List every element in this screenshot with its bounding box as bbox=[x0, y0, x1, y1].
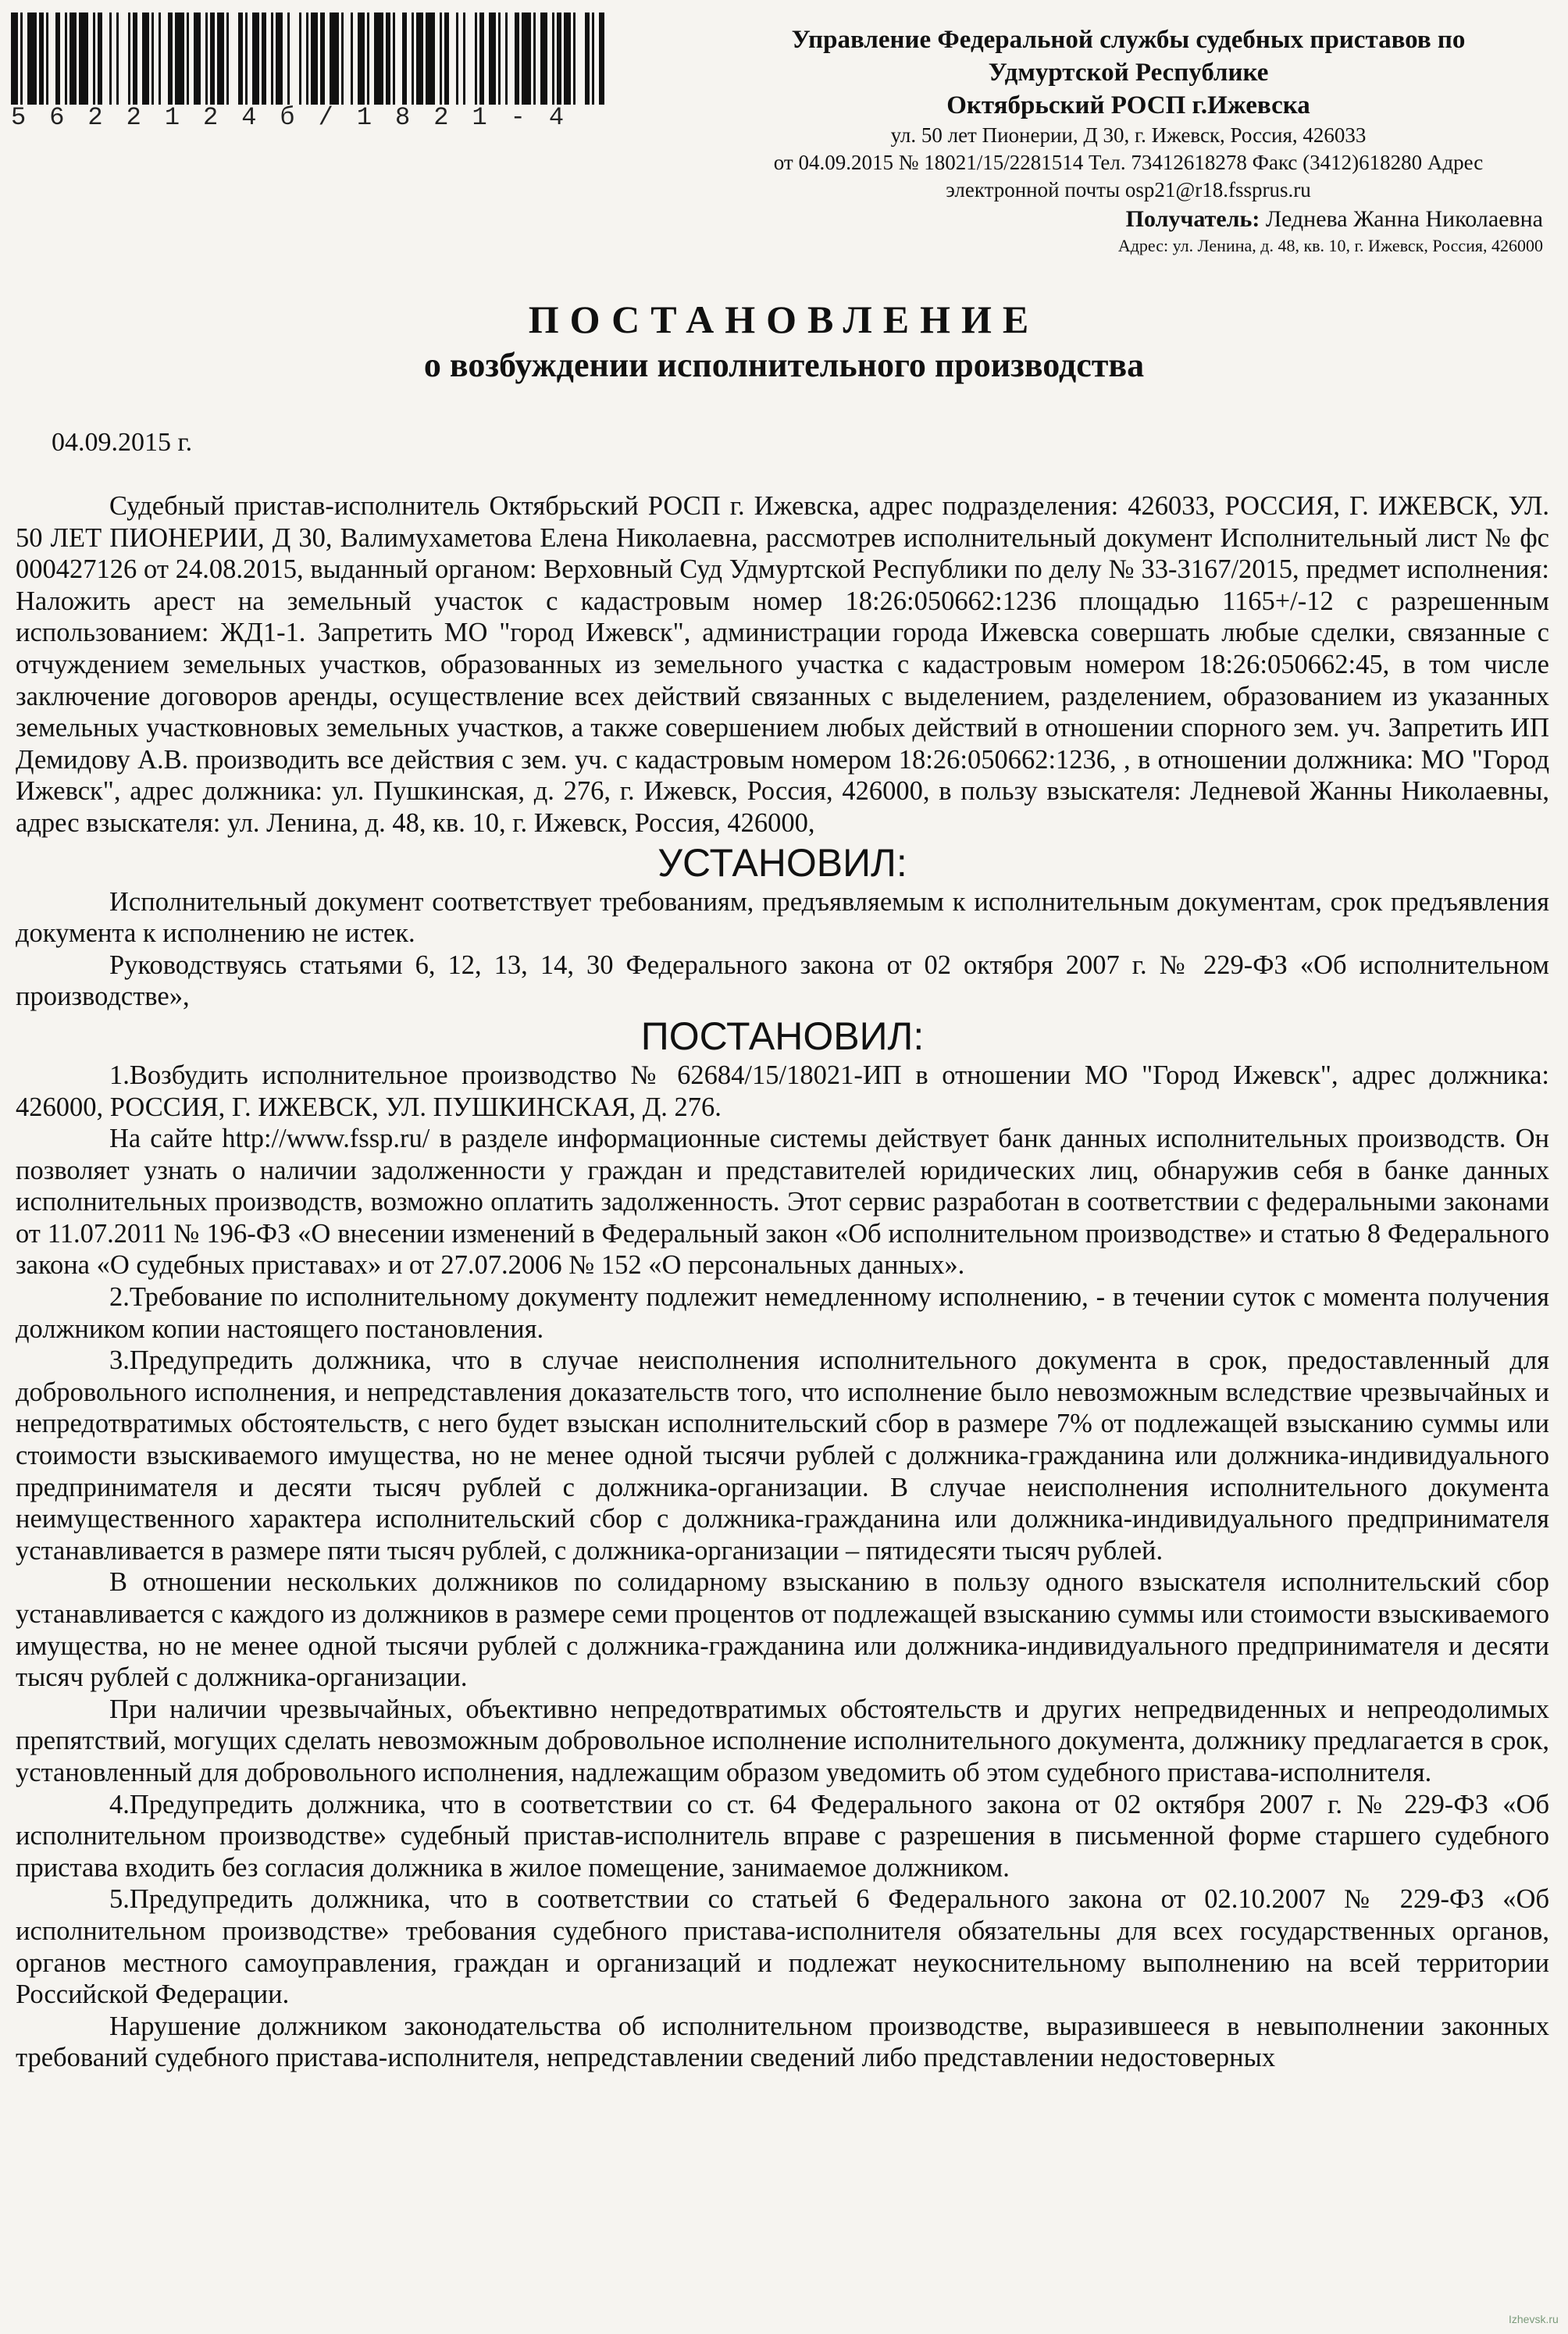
recipient-name: Леднева Жанна Николаевна bbox=[1265, 206, 1543, 232]
issuer-block bbox=[695, 23, 1562, 204]
item-3-joint-debtors: В отношении нескольких должников по солидарному взысканию в пользу одного взыскателя исполнительский сбор устанавливается с каждого из должников в размере семи процентов от подлежащей взысканию суммы или стоимости взыскиваемого имущества, но не менее одной тысячи рублей с должника-гражданина или должника-индивидуального предпринимателя и десяти тысяч рублей с должника-организации. bbox=[16, 1567, 1549, 1693]
recipient-block bbox=[1118, 205, 1543, 258]
recipient-label: Получатель: bbox=[1125, 206, 1260, 232]
established-paragraph-1: Исполнительный документ соответствует требованиям, предъявляемым к исполнительным документам, срок предъявления документа к исполнению не истек. bbox=[16, 886, 1549, 949]
established-paragraph-2: Руководствуясь статьями 6, 12, 13, 14, 30 Федерального закона от 02 октября 2007 г. № 229-ФЗ «Об исполнительном производстве», bbox=[16, 950, 1549, 1012]
item-5: 5.Предупредить должника, что в соответствии со статьей 6 Федерального закона от 02.10.2007 № 229-ФЗ «Об исполнительном производстве» требования судебного пристава-исполнителя обязательны для всех государственных органов, органов местного самоуправления, граждан и организаций и подлежат неукоснительному выполнению на всей территории Российской Федерации. bbox=[16, 1884, 1549, 2010]
issuer-contacts: от 04.09.2015 № 18021/15/2281514 Тел. 73412618278 Факс (3412)618280 Адрес bbox=[773, 151, 1484, 174]
issuer-line-3: Октябрьский РОСП г.Ижевска bbox=[946, 91, 1310, 119]
document-title bbox=[0, 295, 1568, 387]
title-sub: о возбуждении исполнительного производства bbox=[423, 346, 1145, 384]
item-1: 1.Возбудить исполнительное производство № 62684/15/18021-ИП в отношении МО "Город Ижевск", адрес должника: 426000, РОССИЯ, Г. ИЖЕВСК, УЛ. ПУШКИНСКАЯ, Д. 276. bbox=[16, 1060, 1549, 1122]
item-4: 4.Предупредить должника, что в соответствии со ст. 64 Федерального закона от 02 октября 2007 г. № 229-ФЗ «Об исполнительном производстве» судебный пристав-исполнитель вправе с разрешения в письменной форме старшего судебного пристава входить без согласия должника в жилое помещение, занимаемое должником. bbox=[16, 1789, 1549, 1883]
item-5-violation: Нарушение должником законодательства об исполнительном производстве, выразившееся в невыполнении законных требований судебного пристава-исполнителя, непредставлении сведений либо представлении недостоверных bbox=[16, 2011, 1549, 2073]
issuer-address: ул. 50 лет Пионерии, Д 30, г. Ижевск, Россия, 426033 bbox=[890, 123, 1367, 147]
barcode-number: 5622124б/1821-4 bbox=[11, 103, 588, 132]
item-3: 3.Предупредить должника, что в случае неисполнения исполнительного документа в срок, предоставленный для добровольного исполнения, и непредставления доказательств того, что исполнение было невозможным вследствие чрезвычайных и непредотвратимых обстоятельств, с него будет взыскан исполнительский сбор в размере 7% от подлежащей взысканию суммы или стоимости взыскиваемого имущества, но не менее одной тысячи рублей с должника-гражданина или должника-индивидуального предпринимателя и десяти тысяч рублей с должника-организации. В случае неисполнения исполнительного документа неимущественного характера исполнительский сбор с должника-гражданина или должника-индивидуального предпринимателя устанавливается в размере пяти тысяч рублей, с должника-организации – пятидесяти тысяч рублей. bbox=[16, 1345, 1549, 1566]
heading-resolved: ПОСТАНОВИЛ: bbox=[640, 1014, 925, 1058]
document-date: 04.09.2015 г. bbox=[52, 428, 193, 457]
issuer-line-2: Удмуртской Республике bbox=[988, 59, 1269, 87]
item-2: 2.Требование по исполнительному документу подлежит немедленному исполнению, - в течении суток с момента получения должником копии настоящего постановления. bbox=[16, 1282, 1549, 1344]
document-body bbox=[16, 490, 1549, 2074]
watermark: Izhevsk.ru bbox=[1509, 2313, 1559, 2325]
issuer-email: электронной почты osp21@r18.fssprus.ru bbox=[946, 178, 1311, 201]
issuer-line-1: Управление Федеральной службы судебных приставов по bbox=[791, 26, 1466, 54]
barcode-bars bbox=[11, 12, 604, 105]
item-1-site-info: На сайте http://www.fssp.ru/ в разделе информационные системы действует банк данных исполнительных производств. Он позволяет узнать о наличии задолженности у граждан и представителей юридических лиц, обнаружив себя в банке данных исполнительных производств, возможно оплатить задолженность. Этот сервис разработан в соответствии с федеральными законами от 11.07.2011 № 196-ФЗ «О внесении изменений в Федеральный закон «Об исполнительном производстве» и статью 8 Федерального закона «О судебных приставах» и от 27.07.2006 № 152 «О персональных данных». bbox=[16, 1124, 1549, 1281]
recipient-address: Адрес: ул. Ленина, д. 48, кв. 10, г. Ижевск, Россия, 426000 bbox=[1117, 236, 1543, 255]
title-main: ПОСТАНОВЛЕНИЕ bbox=[528, 298, 1040, 341]
heading-established: УСТАНОВИЛ: bbox=[657, 840, 907, 885]
item-3-emergency: При наличии чрезвычайных, объективно непредотвратимых обстоятельств и других непредвиденных и непреодолимых препятствий, могущих сделать невозможным добровольное исполнение исполнительного документа, должнику предлагается в срок, установленный для добровольного исполнения, надлежащим образом уведомить об этом судебного пристава-исполнителя. bbox=[16, 1694, 1549, 1787]
intro-paragraph: Судебный пристав-исполнитель Октябрьский РОСП г. Ижевска, адрес подразделения: 426033, РОССИЯ, Г. ИЖЕВСК, УЛ. 50 ЛЕТ ПИОНЕРИИ, Д 30, Валимухаметова Елена Николаевна, рассмотрев исполнительный документ Исполнительный лист № фс 000427126 от 24.08.2015, выданный органом: Верховный Суд Удмуртской Республики по делу № 33-3167/2015, предмет исполнения: Наложить арест на земельный участок с кадастровым номер 18:26:050662:1236 площадью 1165+/-12 с разрешенным использованием: ЖД1-1. Запретить МО "город Ижевск", администрации города Ижевска совершать любые сделки, связанные с отчуждением земельных участков, образованных из земельного участка с кадастровым номером 18:26:050662:45, в том числе заключение договоров аренды, осуществление всех действий связанных с выделением, разделением, образованием из указанных земельных участковновых земельных участков, а также совершением любых действий в отношении спорного зем. уч. Запретить ИП Демидову А.В. производить все действия с зем. уч. с кадастровым номером 18:26:050662:1236, , в отношении должника: МО "Город Ижевск", адрес должника: ул. Пушкинская, д. 276, г. Ижевск, Россия, 426000, в пользу взыскателя: Ледневой Жанны Николаевны, адрес взыскателя: ул. Ленина, д. 48, кв. 10, г. Ижевск, Россия, 426000, bbox=[16, 491, 1549, 838]
